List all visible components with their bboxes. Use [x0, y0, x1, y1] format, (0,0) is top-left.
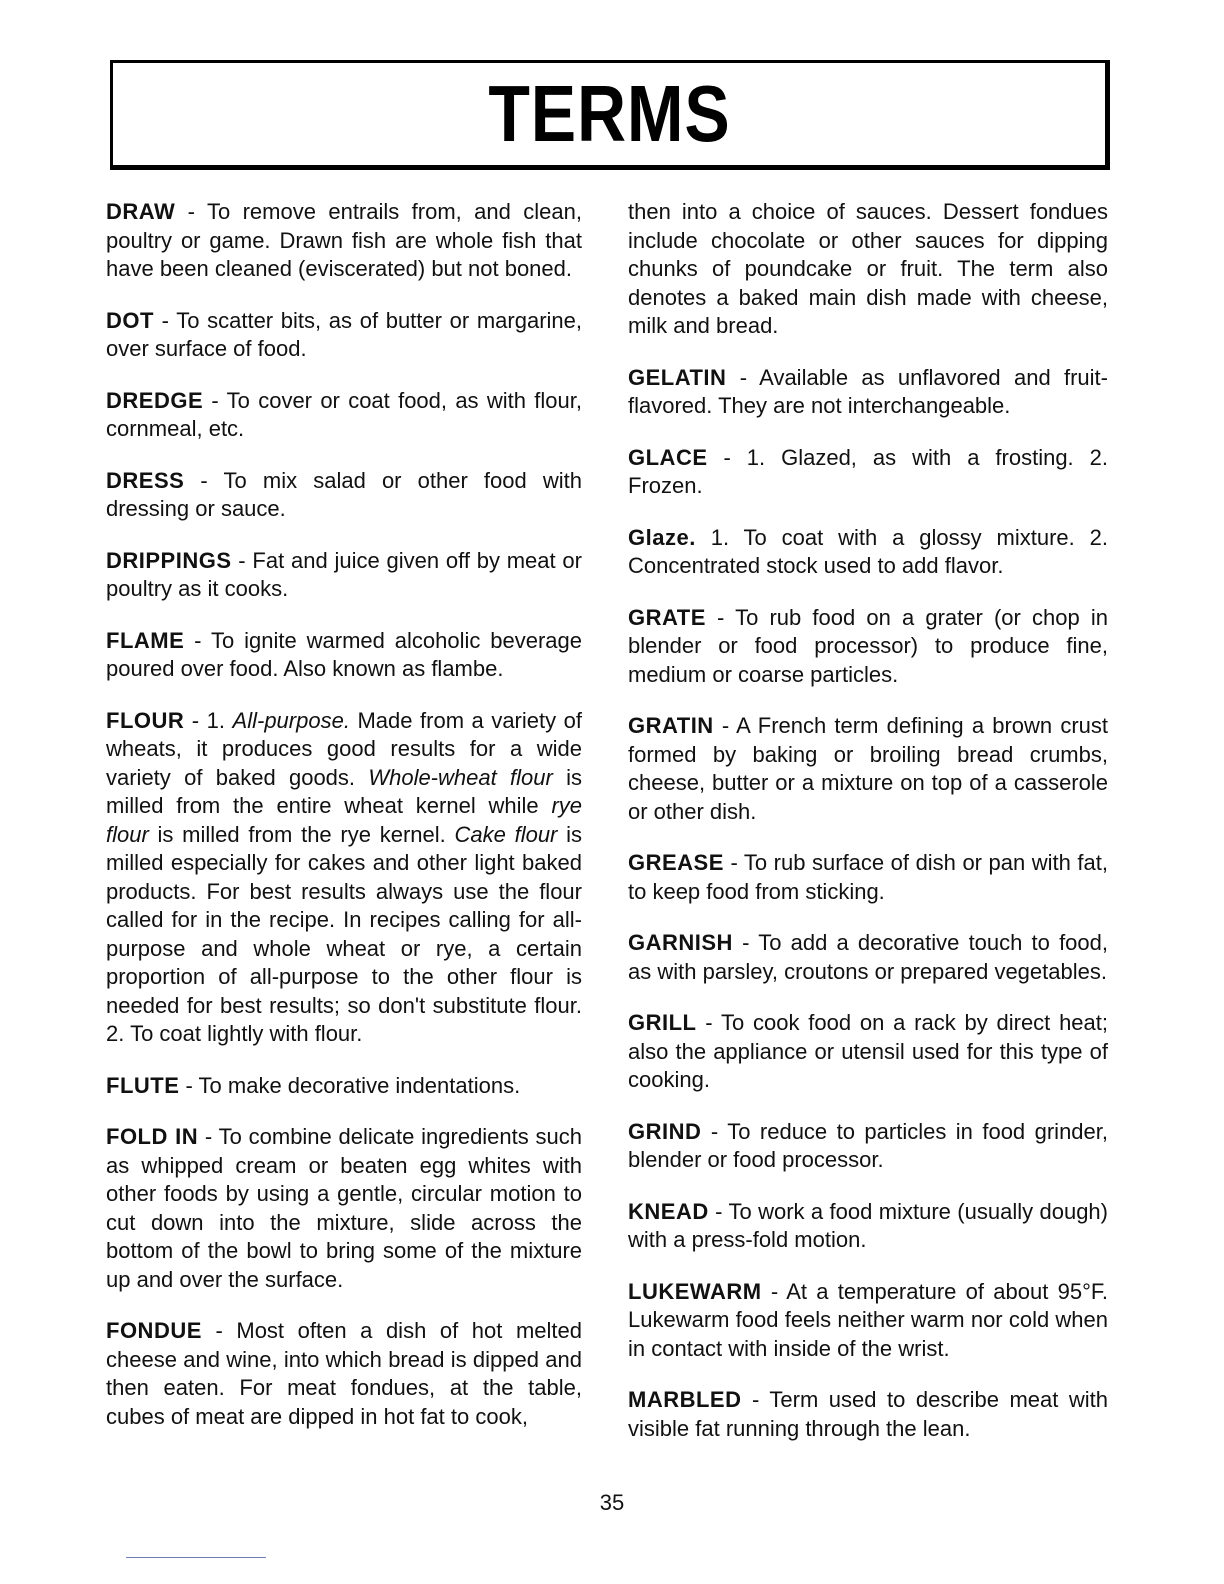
glossary-term: LUKEWARM [628, 1278, 762, 1304]
definition-text: To rub food on a grater (or chop in blender or food processor) to produce fine, medium or coarse particles. [628, 604, 1108, 687]
glossary-entry [628, 1009, 1108, 1095]
definition-text: To rub surface of dish or pan with fat, to keep food from sticking. [628, 850, 1109, 904]
glossary-term: DRESS [106, 467, 185, 493]
definition-text: To make decorative indentations. [198, 1072, 521, 1098]
glossary-term: GLACE [628, 444, 708, 470]
glossary-term: GARNISH [628, 930, 733, 955]
definition-text: To cook food on a rack by direct heat; also the appliance or utensil used for this type of cooking. [628, 1010, 1109, 1092]
page-number: 35 [599, 1490, 625, 1515]
glossary-term: KNEAD [628, 1198, 709, 1224]
term-separator: - [701, 1118, 728, 1144]
definition-text: is milled from the rye kernel. [148, 821, 455, 847]
definition-text: A French term defining a brown crust formed by baking or broiling bread crumbs, cheese, butter or a mixture on top of a casserole or other dish. [628, 713, 1108, 824]
term-separator: - [696, 1010, 721, 1035]
glossary-entry [106, 1317, 582, 1431]
definition-text: 1. To coat with a glossy mixture. 2. Concentrated stock used to add flavor. [628, 524, 1108, 578]
definition-text: 1. [206, 707, 233, 733]
glossary-entry [628, 1278, 1108, 1364]
right-column [628, 198, 1108, 1466]
definition-italic: Whole-wheat flour [368, 764, 553, 790]
term-separator: - [723, 850, 744, 875]
glossary-entry [628, 849, 1108, 906]
term-separator: - [708, 1198, 729, 1224]
glossary-term: FONDUE [106, 1318, 202, 1343]
term-separator: - [175, 199, 207, 224]
term-separator [696, 525, 711, 550]
glossary-term: FLOUR [106, 707, 185, 733]
definition-text: To combine delicate ingredients such as whipped cream or beaten egg whites with other foods by using a gentle, circular motion to cut down into the mixture, slide across the bottom of the bowl to bring some of the mixture up and over the surface. [106, 1124, 583, 1292]
glossary-entry [628, 364, 1108, 421]
definition-text: To mix salad or other food with dressing or sauce. [106, 467, 582, 521]
glossary-entry [628, 1198, 1108, 1255]
glossary-entry [628, 1118, 1108, 1175]
glossary-term: GELATIN [628, 364, 727, 390]
glossary-term: GRILL [628, 1010, 697, 1035]
glossary-term: GRATE [628, 604, 706, 630]
glossary-entry [628, 1386, 1108, 1443]
definition-text: To remove entrails from, and clean, poultry or game. Drawn fish are whole fish that have been cleaned (eviscerated) but not boned. [106, 199, 582, 281]
glossary-term: DRAW [106, 199, 176, 224]
glossary-entry [106, 1072, 582, 1101]
definition-text: Available as unflavored and fruit-flavored. They are not interchangeable. [628, 364, 1108, 418]
definition-text: To cover or coat food, as with flour, cornmeal, etc. [106, 387, 582, 441]
left-column [106, 198, 582, 1454]
glossary-term: GREASE [628, 850, 724, 875]
definition-italic: rye flour [106, 793, 582, 847]
term-separator: - [726, 364, 760, 390]
glossary-entry [628, 444, 1108, 501]
term-separator: - [231, 547, 253, 573]
definition-italic: All-purpose. [232, 707, 350, 733]
definition-text: Term used to describe meat with visible fat running through the lean. [628, 1387, 1108, 1441]
glossary-entry [628, 198, 1108, 341]
glossary-entry [628, 712, 1108, 826]
glossary-entry [628, 524, 1108, 581]
glossary-entry [106, 467, 582, 524]
term-separator: - [705, 604, 736, 630]
glossary-entry [106, 198, 582, 284]
term-separator: - [179, 1072, 199, 1098]
definition-text: Made from a variety of wheats, it produces good results for a wide variety of baked goods. [106, 707, 582, 790]
glossary-term: DRIPPINGS [106, 547, 232, 573]
term-separator: - [198, 1124, 219, 1149]
term-separator: - [761, 1278, 787, 1304]
glossary-entry [106, 627, 582, 684]
glossary-entry [628, 929, 1108, 986]
page-title: TERMS [487, 69, 731, 158]
footer-rule [126, 1557, 266, 1558]
term-separator: - [201, 1318, 237, 1343]
term-separator: - [203, 387, 227, 413]
term-separator: - [184, 707, 207, 733]
term-separator: - [184, 467, 224, 493]
glossary-term: GRIND [628, 1118, 702, 1144]
definition-text: To scatter bits, as of butter or margarine, over surface of food. [106, 307, 583, 361]
glossary-term: Glaze. [628, 524, 696, 550]
glossary-entry [106, 307, 582, 364]
term-separator: - [184, 627, 211, 653]
definition-text: 1. Glazed, as with a frosting. 2. Frozen. [628, 444, 1108, 498]
definition-text: then into a choice of sauces. Dessert fondues include chocolate or other sauces for dipping chunks of poundcake or fruit. The term also denotes a baked main dish made with cheese, milk and bread. [628, 199, 1108, 338]
glossary-term: FOLD IN [106, 1124, 199, 1149]
definition-text: Most often a dish of hot melted cheese and wine, into which bread is dipped and then eaten. For meat fondues, at the table, cubes of meat are dipped in hot fat to cook, [106, 1318, 582, 1429]
glossary-term: GRATIN [628, 713, 714, 738]
definition-text: is milled especially for cakes and other light baked products. For best results always use the flour called for in the recipe. In recipes calling for all-purpose and whole wheat or rye, a certain proportion of all-purpose to the other flour is needed for best results; so don't substitute flour. 2. To coat lightly with flour. [106, 821, 583, 1046]
term-separator: - [707, 444, 747, 470]
glossary-term: FLUTE [106, 1072, 180, 1098]
term-separator: - [153, 307, 177, 333]
glossary-entry [628, 604, 1108, 690]
glossary-term: DOT [106, 307, 154, 333]
definition-text: Fat and juice given off by meat or poultry as it cooks. [106, 547, 582, 601]
term-separator: - [732, 930, 759, 955]
term-separator: - [713, 713, 737, 738]
glossary-term: FLAME [106, 627, 185, 653]
title-box [110, 60, 1110, 170]
glossary-entry [106, 547, 582, 604]
glossary-term: MARBLED [628, 1387, 742, 1412]
definition-italic: Cake flour [454, 821, 558, 847]
definition-text: To ignite warmed alcoholic beverage poured over food. Also known as flambe. [106, 627, 583, 681]
glossary-entry [106, 1123, 582, 1294]
definition-text: To reduce to particles in food grinder, blender or food processor. [628, 1118, 1108, 1172]
definition-text: To add a decorative touch to food, as with parsley, croutons or prepared vegetables. [628, 930, 1108, 984]
glossary-entry [106, 707, 582, 1049]
glossary-entry [106, 387, 582, 444]
term-separator: - [741, 1387, 770, 1412]
definition-text: is milled from the entire wheat kernel while [106, 764, 582, 818]
glossary-term: DREDGE [106, 387, 204, 413]
definition-text: At a temperature of about 95°F. Lukewarm food feels neither warm nor cold when in contact with inside of the wrist. [628, 1278, 1109, 1361]
definition-text: To work a food mixture (usually dough) with a press-fold motion. [628, 1198, 1108, 1252]
